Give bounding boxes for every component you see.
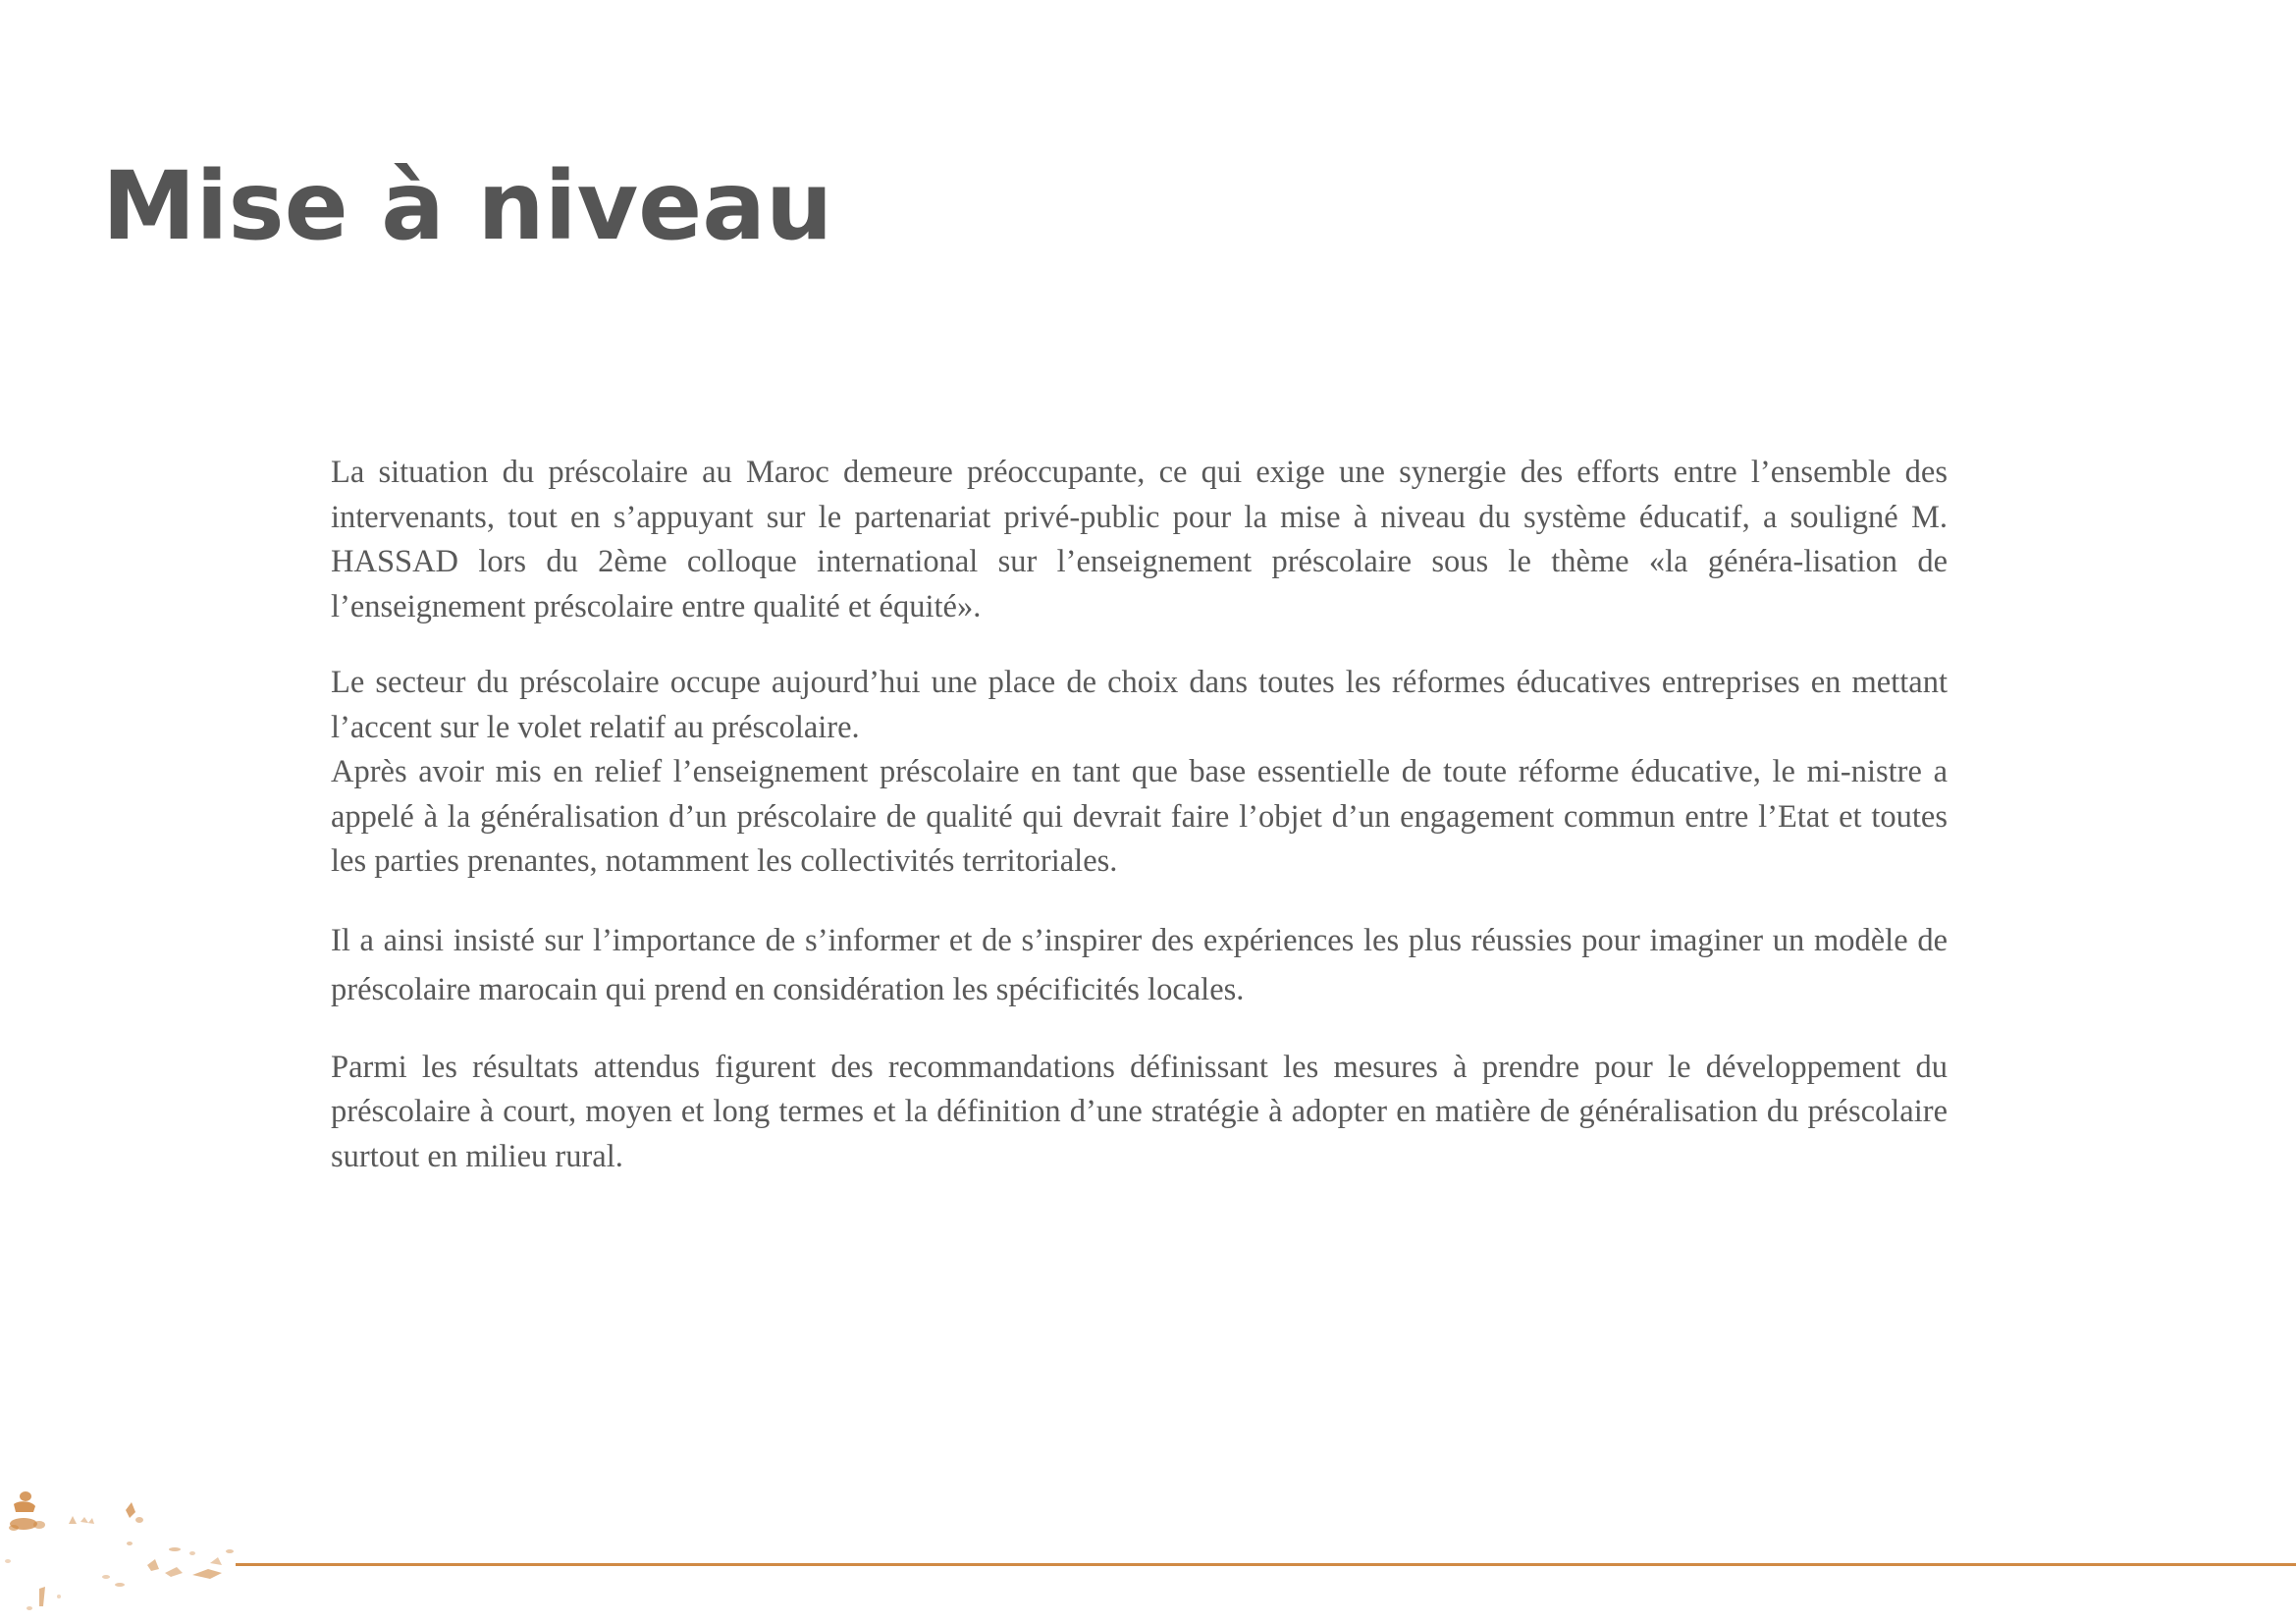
footer-logo-decoration bbox=[0, 1463, 245, 1624]
footer-rule bbox=[236, 1563, 2296, 1566]
paragraph-secteur: Le secteur du préscolaire occupe aujourd’hui une place de choix dans toutes les réformes éducatives entreprises en mettant l’accent sur le volet relatif au préscolaire. bbox=[331, 665, 1948, 745]
paint-splash-icon bbox=[5, 1491, 234, 1610]
paragraph-importance: Il a ainsi insisté sur l’importance de s’informer et de s’inspirer des expériences les plus réussies pour imaginer un modèle de préscolaire marocain qui prend en considération les spécificités locales. bbox=[331, 922, 1948, 1007]
paragraph-situation: La situation du préscolaire au Maroc demeure préoccupante, ce qui exige une synergie des efforts entre l’ensemble des intervenants, tout en s’appuyant sur le partenariat privé-public pour la mise à niveau du système éducatif, a souligné M. HASSAD lors du 2ème colloque international sur l’enseignement préscolaire sous le thème «la généra-lisation de l’enseignement préscolaire entre qualité et équité». bbox=[331, 455, 1948, 624]
slide-title: Mise à niveau bbox=[102, 151, 833, 261]
paragraph-ministre: Après avoir mis en relief l’enseignement préscolaire en tant que base essentielle de toute réforme éducative, le mi-nistre a appelé à la généralisation d’un préscolaire de qualité qui devrait faire l’objet d’un engagement commun entre l’Etat et toutes les parties prenantes, notamment les collectivités territoriales. bbox=[331, 754, 1948, 879]
body-text bbox=[331, 451, 1948, 1179]
footer-rule-line bbox=[236, 1563, 2296, 1566]
paragraph-resultats: Parmi les résultats attendus figurent des recommandations définissant les mesures à prendre pour le développement du préscolaire à court, moyen et long termes et la définition d’une stratégie à adopter en matière de généralisation du préscolaire surtout en milieu rural. bbox=[331, 1049, 1948, 1174]
